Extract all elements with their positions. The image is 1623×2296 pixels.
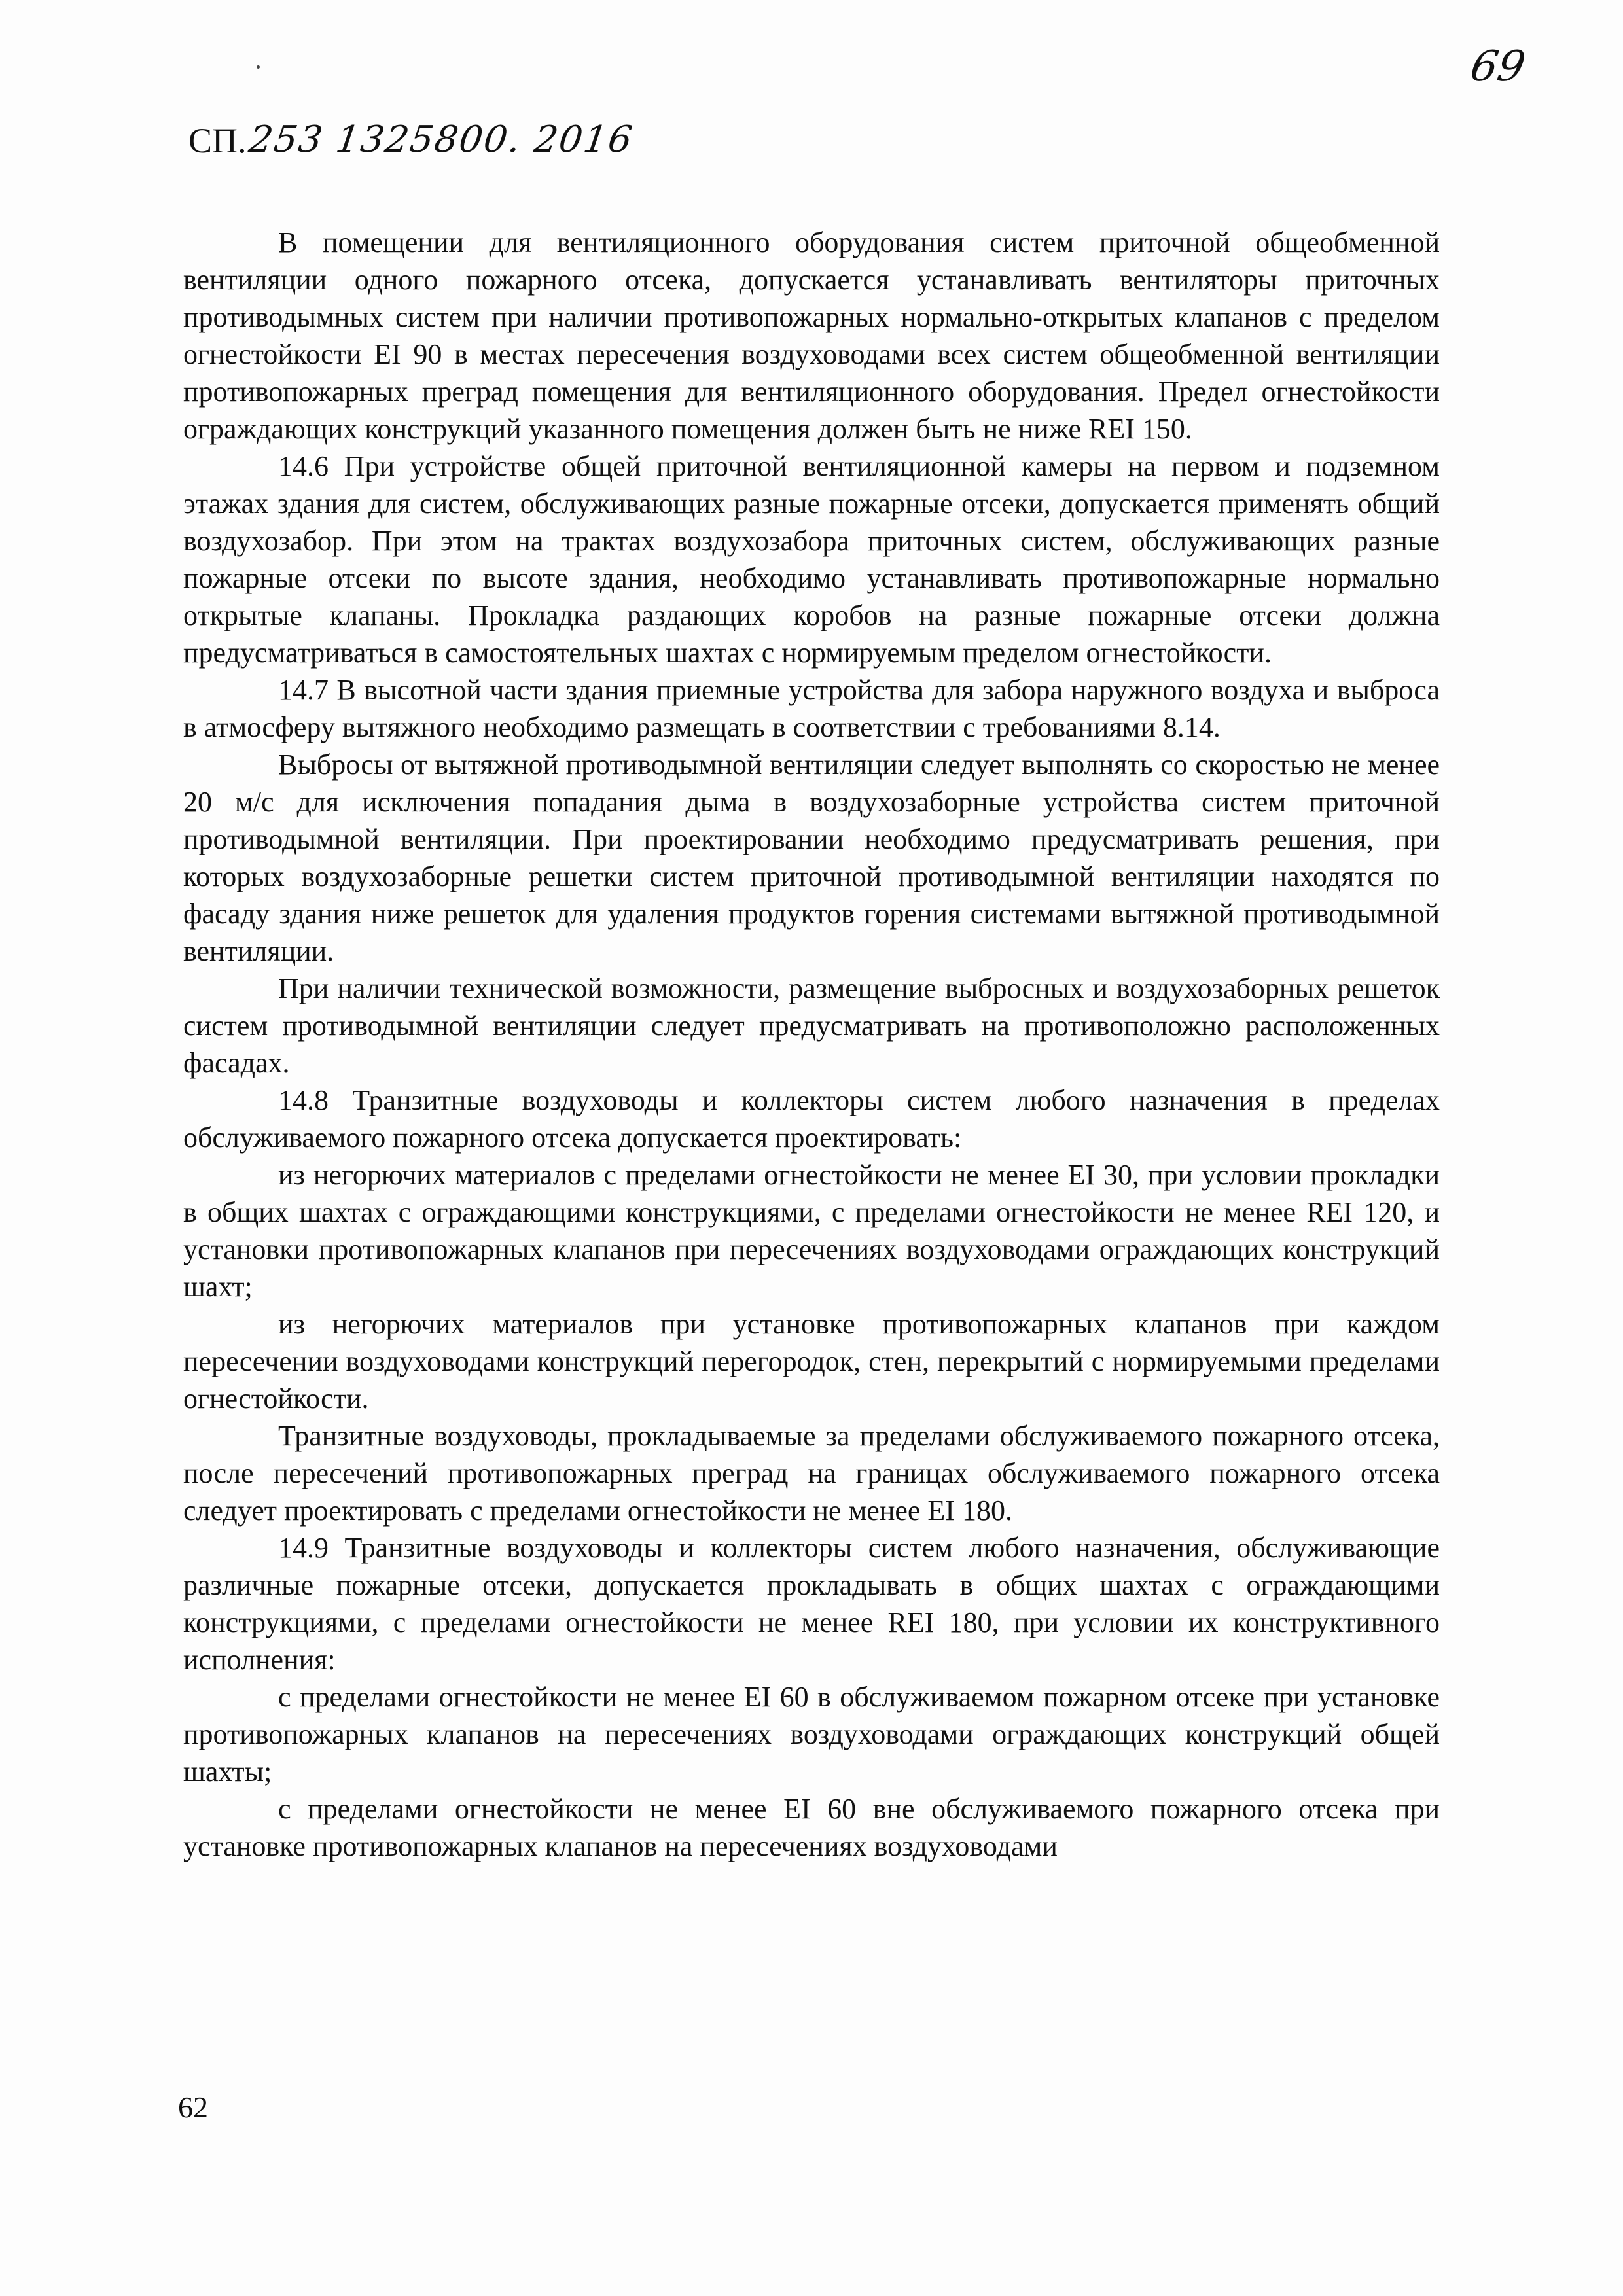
body-paragraph: Транзитные воздуховоды, прокладываемые за пределами обслуживаемого пожарного отсека, после пересечений противопожарных преград на границах обслуживаемого пожарного отсека следует проектировать с пределами огнестойкости не менее EI 180. xyxy=(183,1420,1440,1527)
body-paragraph: В помещении для вентиляционного оборудования систем приточной общеобменной вентиляции одного пожарного отсека, допускается устанавливать вентиляторы приточных противодымных систем при наличии противопожарных нормально-открытых клапанов с пределом огнестойкости EI 90 в местах пересечения воздуховодами всех систем общеобменной вентиляции противопожарных преград помещения для вентиляционного оборудования. Предел огнестойкости ограждающих конструкций указанного помещения должен быть не ниже REI 150. xyxy=(183,226,1440,445)
handwritten-document-number: 253 1325800. 2016 xyxy=(246,118,636,161)
list-item-paragraph: из негорючих материалов при установке противопожарных клапанов при каждом пересечении воздуховодами конструкций перегородок, стен, перекрытий с нормируемыми пределами огнестойкости. xyxy=(183,1308,1440,1415)
scan-speck xyxy=(257,65,260,69)
body-paragraph: При наличии технической возможности, размещение выбросных и воздухозаборных решеток систем противодымной вентиляции следует предусматривать на противоположно расположенных фасадах. xyxy=(183,972,1440,1079)
list-item-paragraph: из негорючих материалов с пределами огнестойкости не менее EI 30, при условии прокладки в общих шахтах с ограждающими конструкциями, с пределами огнестойкости не менее REI 120, и установки противопожарных клапанов при пересечениях воздуховодами ограждающих конструкций шахт; xyxy=(183,1159,1440,1303)
page-number: 62 xyxy=(178,2091,208,2124)
body-paragraph: Выбросы от вытяжной противодымной вентиляции следует выполнять со скоростью не менее 20 м/с для исключения попадания дыма в воздухозаборные устройства систем приточной противодымной вентиляции. При проектировании необходимо предусматривать решения, при которых воздухозаборные решетки систем приточной противодымной вентиляции находятся по фасаду здания ниже решеток для удаления продуктов горения системами вытяжной противодымной вентиляции. xyxy=(183,749,1440,967)
section-14-7-paragraph: 14.7 В высотной части здания приемные устройства для забора наружного воздуха и выброса в атмосферу вытяжного необходимо размещать в соответствии с требованиями 8.14. xyxy=(183,674,1440,743)
section-14-9-paragraph: 14.9 Транзитные воздуховоды и коллекторы систем любого назначения, обслуживающие различные пожарные отсеки, допускается прокладывать в общих шахтах с ограждающими конструкциями, с пределами огнестойкости не менее REI 180, при условии их конструктивного исполнения: xyxy=(183,1532,1440,1676)
handwritten-sheet-number: 69 xyxy=(1467,43,1529,91)
document-code-prefix: СП. xyxy=(188,121,247,160)
document-code-header xyxy=(188,93,636,161)
section-14-8-paragraph: 14.8 Транзитные воздуховоды и коллекторы систем любого назначения в пределах обслуживаемого пожарного отсека допускается проектировать: xyxy=(183,1084,1440,1154)
list-item-paragraph: с пределами огнестойкости не менее EI 60 в обслуживаемом пожарном отсеке при установке противопожарных клапанов на пересечениях воздуховодами ограждающих конструкций общей шахты; xyxy=(183,1681,1440,1788)
section-14-6-paragraph: 14.6 При устройстве общей приточной вентиляционной камеры на первом и подземном этажах здания для систем, обслуживающих разные пожарные отсеки, допускается применять общий воздухозабор. При этом на трактах воздухозабора приточных систем, обслуживающих разные пожарные отсеки по высоте здания, необходимо устанавливать противопожарные нормально открытые клапаны. Прокладка раздающих коробов на разные пожарные отсеки должна предусматриваться в самостоятельных шахтах с нормируемым пределом огнестойкости. xyxy=(183,450,1440,669)
document-body xyxy=(183,224,1440,1865)
list-item-paragraph: с пределами огнестойкости не менее EI 60 вне обслуживаемого пожарного отсека при установке противопожарных клапанов на пересечениях воздуховодами xyxy=(183,1793,1440,1862)
